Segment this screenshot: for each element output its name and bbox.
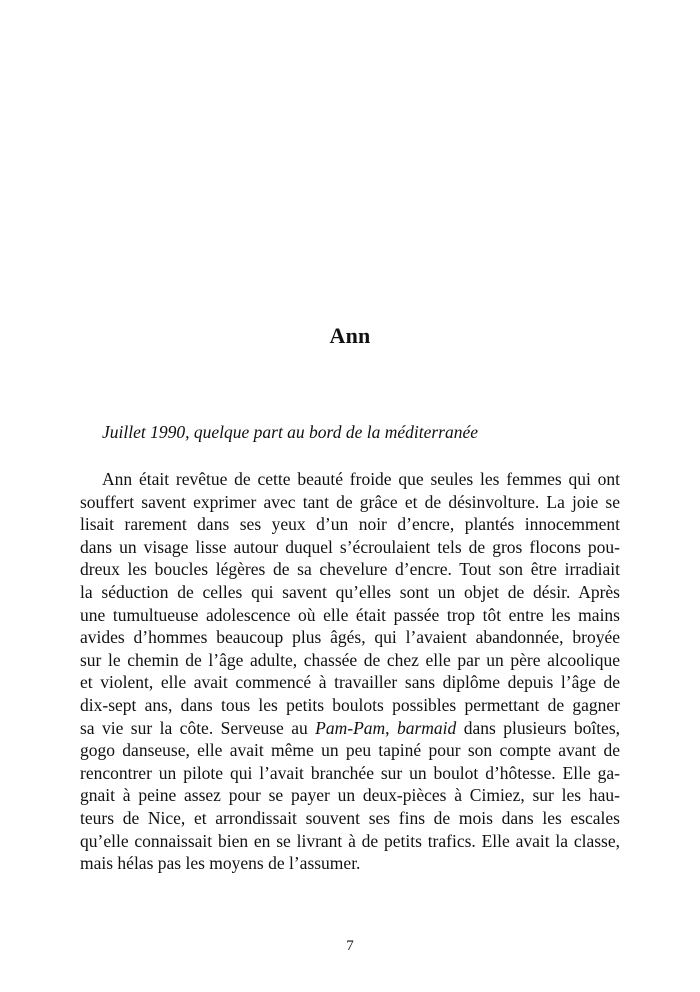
text-line: dix-sept ans, dans tous les petits boulots possibles permettant de gagner [80,694,620,715]
text-line-with-italics [80,717,620,740]
epigraph: Juillet 1990, quelque part au bord de la méditerranée [102,422,479,442]
text-line: Ann était revêtue de cette beauté froide que seules les femmes qui ont [102,469,620,489]
text-line: dreux les boucles légères de sa chevelure d’encre. Tout son être irradiait [80,559,620,580]
text-line: gogo danseuse, elle avait même un peu tapiné pour son compte avant de [80,740,620,761]
italic-bar-name: Pam-Pam [315,717,386,738]
text-line: avides d’hommes beaucoup plus âgés, qui l’avaient abandonnée, broyée [80,627,620,648]
body-paragraph [80,468,620,875]
text-line: gnait à peine assez pour se payer un deux-pièces à Cimiez, sur les hau- [80,785,620,806]
text-segment: dans plusieurs boîtes, [456,717,621,738]
text-line: la séduction de celles qui savent qu’elles sont un objet de désir. Après [80,581,620,602]
text-line: dans un visage lisse autour duquel s’écroulaient tels de gros flocons pou- [80,536,620,557]
text-line: lisait rarement dans ses yeux d’un noir d’encre, plantés innocemment [80,514,620,535]
text-line: souffert savent exprimer avec tant de grâce et de désinvolture. La joie se [80,491,620,512]
text-line: teurs de Nice, et arrondissait souvent ses fins de mois dans les escales [80,807,620,828]
text-segment: sa vie sur la côte. Serveuse au [80,717,316,738]
text-line: sur le chemin de l’âge adulte, chassée de chez elle par un père alcoolique [80,649,620,670]
text-line: une tumultueuse adolescence où elle était passée trop tôt entre les mains [80,604,620,625]
text-line: mais hélas pas les moyens de l’assumer. [80,853,361,874]
chapter-title: Ann [329,322,371,348]
text-line: rencontrer un pilote qui l’avait branchée sur un boulot d’hôtesse. Elle ga- [80,762,620,783]
text-line: qu’elle connaissait bien en se livrant à de petits trafics. Elle avait la classe, [80,830,620,851]
text-line: et violent, elle avait commencé à travailler sans diplôme depuis l’âge de [80,672,620,693]
text-segment: , [385,717,397,738]
italic-word: barmaid [396,717,457,738]
page-number: 7 [346,938,354,954]
